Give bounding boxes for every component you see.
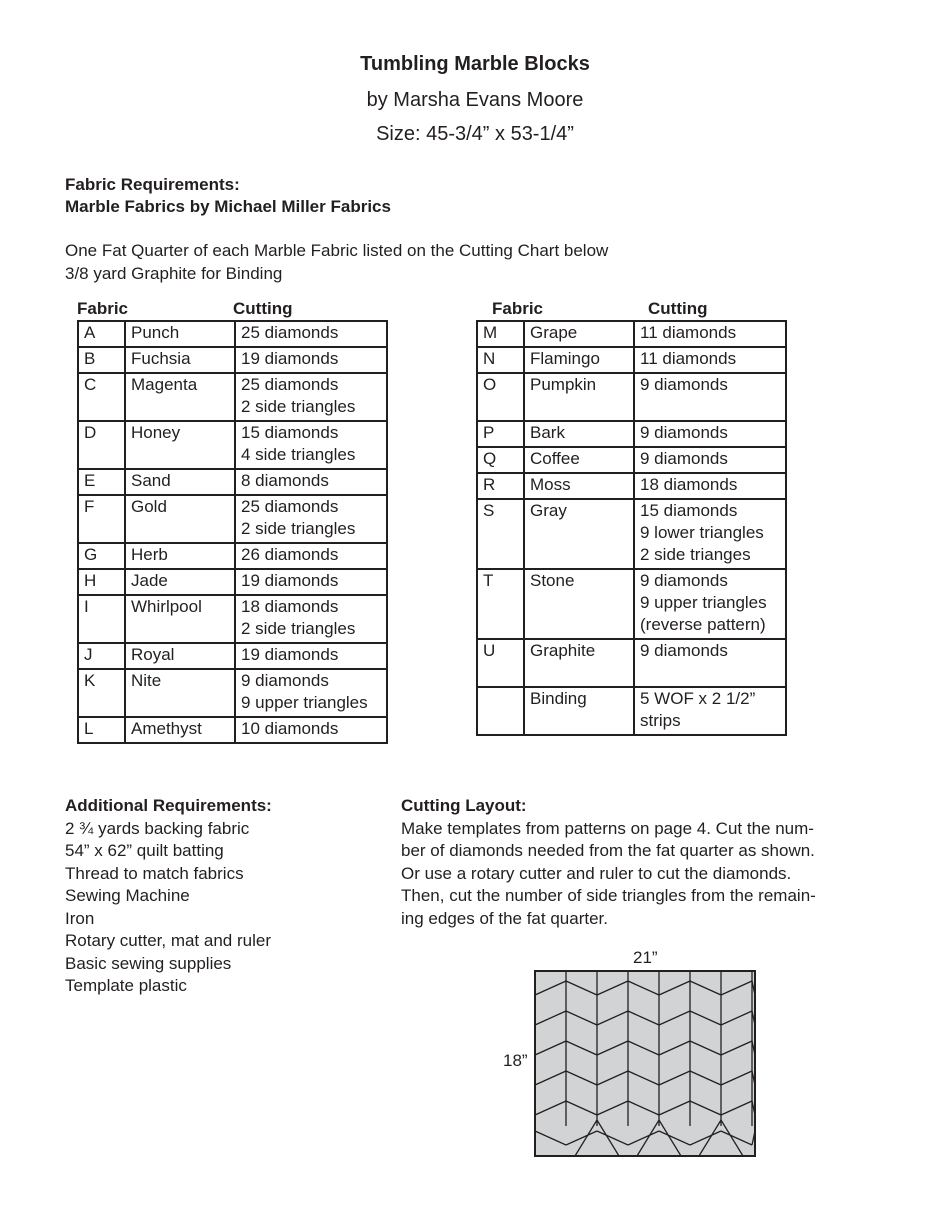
list-item: Rotary cutter, mat and ruler <box>65 931 271 950</box>
cutting-instructions <box>634 373 786 421</box>
fabric-code: R <box>477 473 524 499</box>
cutting-line: 8 diamonds <box>241 471 329 490</box>
fabric-name: Gray <box>524 499 634 569</box>
table-row <box>78 321 387 347</box>
author-byline: by Marsha Evans Moore <box>366 89 584 111</box>
additional-requirements <box>65 795 272 998</box>
table-row <box>477 373 786 421</box>
fabric-name: Jade <box>125 569 235 595</box>
cutting-instructions <box>634 421 786 447</box>
cutting-layout-line: Make templates from patterns on page 4. Cut the num- <box>401 818 814 838</box>
fabric-code: I <box>78 595 125 643</box>
cutting-line: 9 diamonds <box>640 571 728 590</box>
additional-requirements-heading: Additional Requirements: <box>65 796 272 815</box>
cutting-line: 9 upper triangles <box>640 593 767 612</box>
right-table-fabric-header: Fabric <box>492 299 544 318</box>
cutting-instructions <box>634 347 786 373</box>
table-row <box>78 495 387 543</box>
table-row <box>78 347 387 373</box>
fabric-code: U <box>477 639 524 687</box>
cutting-line: 9 diamonds <box>640 449 728 468</box>
table-row <box>78 669 387 717</box>
fabric-name: Honey <box>125 421 235 469</box>
right-table-cutting-header: Cutting <box>648 299 708 318</box>
fabric-code: C <box>78 373 125 421</box>
fabric-code: F <box>78 495 125 543</box>
cutting-line: 9 diamonds <box>241 671 329 690</box>
cutting-line: 25 diamonds <box>241 323 339 342</box>
fabric-name: Grape <box>524 321 634 347</box>
cutting-instructions <box>235 569 387 595</box>
cutting-instructions <box>235 595 387 643</box>
fabric-name: Herb <box>125 543 235 569</box>
cutting-line: 5 WOF x 2 1/2” <box>640 689 756 708</box>
cutting-line: 18 diamonds <box>640 475 738 494</box>
cutting-line: 11 diamonds <box>640 349 737 368</box>
fabric-name: Moss <box>524 473 634 499</box>
cutting-line: 2 side triangles <box>241 619 356 638</box>
cutting-line: 2 side triangles <box>241 519 356 538</box>
table-row <box>477 321 786 347</box>
fabric-requirements-subheading: Marble Fabrics by Michael Miller Fabrics <box>65 197 391 216</box>
left-table-fabric-header: Fabric <box>77 299 129 318</box>
binding-note: 3/8 yard Graphite for Binding <box>65 264 283 283</box>
table-row <box>477 421 786 447</box>
list-item: Template plastic <box>65 976 187 995</box>
fabric-code: N <box>477 347 524 373</box>
fabric-code: O <box>477 373 524 421</box>
cutting-instructions <box>235 347 387 373</box>
fabric-name: Gold <box>125 495 235 543</box>
fabric-name: Flamingo <box>524 347 634 373</box>
fat-quarter-rectangle <box>535 971 755 1156</box>
cutting-instructions <box>634 473 786 499</box>
cutting-line: 2 side triangles <box>241 397 356 416</box>
fat-quarter-note: One Fat Quarter of each Marble Fabric listed on the Cutting Chart below <box>65 241 609 260</box>
list-item: Sewing Machine <box>65 886 190 905</box>
list-item: 2 ¾ yards backing fabric <box>65 818 250 838</box>
fabric-code: M <box>477 321 524 347</box>
cutting-layout-line: ber of diamonds needed from the fat quarter as shown. <box>401 841 815 860</box>
fabric-code: A <box>78 321 125 347</box>
fabric-name: Binding <box>524 687 634 735</box>
table-row <box>477 639 786 687</box>
cutting-line: 4 side triangles <box>241 445 356 464</box>
cutting-layout-section <box>401 795 816 930</box>
cutting-line <box>640 396 785 418</box>
table-row <box>78 421 387 469</box>
width-dimension-label: 21” <box>633 948 658 967</box>
list-item: Basic sewing supplies <box>65 953 232 973</box>
fabric-code: J <box>78 643 125 669</box>
fabric-name: Amethyst <box>125 717 235 743</box>
fabric-code: G <box>78 543 125 569</box>
cutting-instructions <box>235 669 387 717</box>
fabric-name: Coffee <box>524 447 634 473</box>
cutting-line: 9 diamonds <box>640 641 728 660</box>
fabric-name: Magenta <box>125 373 235 421</box>
table-row <box>477 569 786 639</box>
fabric-code <box>477 687 524 735</box>
cutting-line: 11 diamonds <box>640 323 737 342</box>
cutting-instructions <box>235 373 387 421</box>
cutting-instructions <box>634 639 786 687</box>
cutting-instructions <box>235 717 387 743</box>
cutting-chart-left <box>77 320 388 744</box>
cutting-line: 26 diamonds <box>241 545 339 564</box>
fabric-name: Punch <box>125 321 235 347</box>
left-table-cutting-header: Cutting <box>233 299 293 318</box>
table-row <box>78 569 387 595</box>
cutting-line <box>640 662 785 684</box>
cutting-instructions <box>634 447 786 473</box>
list-item: 54” x 62” quilt batting <box>65 841 224 860</box>
table-row <box>477 687 786 735</box>
fabric-name: Fuchsia <box>125 347 235 373</box>
page-title: Tumbling Marble Blocks <box>360 53 590 75</box>
cutting-layout-line: Then, cut the number of side triangles from the remain- <box>401 886 816 905</box>
fabric-code: D <box>78 421 125 469</box>
fabric-code: K <box>78 669 125 717</box>
table-row <box>78 469 387 495</box>
cutting-instructions <box>634 499 786 569</box>
cutting-line: 18 diamonds <box>241 597 339 616</box>
cutting-line: 2 side trianges <box>640 545 751 564</box>
cutting-instructions <box>235 543 387 569</box>
cutting-line: 19 diamonds <box>241 645 339 664</box>
fabric-name: Stone <box>524 569 634 639</box>
fabric-code: L <box>78 717 125 743</box>
fabric-code: S <box>477 499 524 569</box>
fabric-name: Nite <box>125 669 235 717</box>
fabric-name: Pumpkin <box>524 373 634 421</box>
fabric-name: Graphite <box>524 639 634 687</box>
quilt-size: Size: 45-3/4” x 53-1/4” <box>376 123 574 145</box>
cutting-line: 9 diamonds <box>640 375 728 394</box>
fabric-code: T <box>477 569 524 639</box>
cutting-line: 9 lower triangles <box>640 523 764 542</box>
cutting-instructions <box>235 643 387 669</box>
cutting-line: 9 diamonds <box>640 423 728 442</box>
cutting-line: 19 diamonds <box>241 349 339 368</box>
table-row <box>78 643 387 669</box>
fabric-code: E <box>78 469 125 495</box>
cutting-line: 15 diamonds <box>241 423 339 442</box>
cutting-instructions <box>634 321 786 347</box>
cutting-line: 10 diamonds <box>241 719 339 738</box>
cutting-line: strips <box>640 711 681 730</box>
cutting-instructions <box>235 321 387 347</box>
fabric-code: Q <box>477 447 524 473</box>
cutting-layout-diagram <box>530 966 760 1162</box>
fabric-name: Royal <box>125 643 235 669</box>
cutting-instructions <box>634 687 786 735</box>
list-item: Thread to match fabrics <box>65 863 244 883</box>
fabric-requirements-heading: Fabric Requirements: <box>65 175 240 194</box>
table-row <box>78 717 387 743</box>
cutting-chart-right <box>476 320 787 736</box>
fabric-name: Bark <box>524 421 634 447</box>
cutting-layout-heading: Cutting Layout: <box>401 796 527 815</box>
cutting-line: 19 diamonds <box>241 571 339 590</box>
cutting-line: 9 upper triangles <box>241 693 368 712</box>
list-item: Iron <box>65 908 95 928</box>
cutting-line: (reverse pattern) <box>640 615 766 634</box>
table-row <box>78 543 387 569</box>
fabric-code: H <box>78 569 125 595</box>
cutting-layout-line: Or use a rotary cutter and ruler to cut the diamonds. <box>401 863 792 883</box>
table-row <box>78 373 387 421</box>
cutting-instructions <box>235 421 387 469</box>
table-row <box>78 595 387 643</box>
fabric-code: B <box>78 347 125 373</box>
table-row <box>477 473 786 499</box>
table-row <box>477 347 786 373</box>
cutting-line: 25 diamonds <box>241 497 339 516</box>
cutting-instructions <box>235 469 387 495</box>
fabric-name: Whirlpool <box>125 595 235 643</box>
cutting-instructions <box>634 569 786 639</box>
table-row <box>477 499 786 569</box>
cutting-layout-line: ing edges of the fat quarter. <box>401 908 608 928</box>
fabric-name: Sand <box>125 469 235 495</box>
cutting-line: 15 diamonds <box>640 501 738 520</box>
fabric-code: P <box>477 421 524 447</box>
table-row <box>477 447 786 473</box>
cutting-instructions <box>235 495 387 543</box>
height-dimension-label: 18” <box>503 1051 528 1070</box>
cutting-line: 25 diamonds <box>241 375 339 394</box>
